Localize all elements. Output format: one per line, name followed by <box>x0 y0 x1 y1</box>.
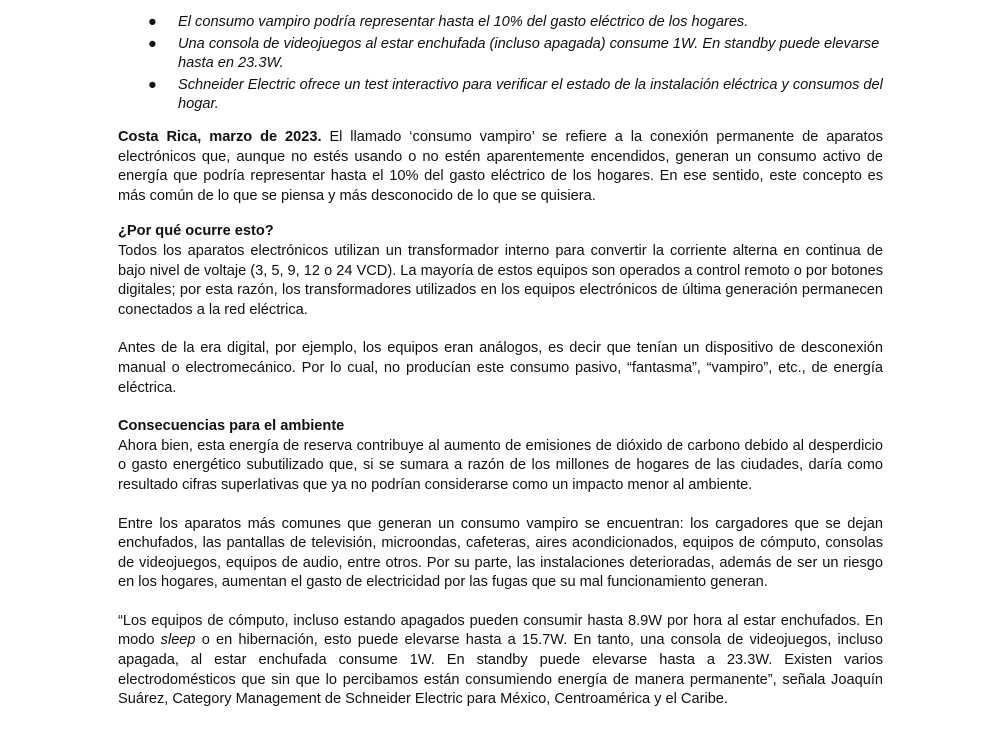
bullet-icon: ● <box>148 76 157 93</box>
dateline: Costa Rica, marzo de 2023. <box>118 129 322 145</box>
intro-text: El llamado ‘consumo vampiro’ se refiere a la conexión permanente de aparatos electrónicos que, aunque no estés usando o no estén aparentemente encendidos, generan un consumo activo de energía que podría representar hasta el 10% del gasto eléctrico de los hogares. En ese sentido, este concepto es más común de lo que se piensa y más desconocido de lo que se quisiera. <box>118 129 883 204</box>
quote-text: o en hibernación, esto puede elevarse hasta a 15.7W. En tanto, una consola de videojuegos, incluso apagada, al estar enchufada consume 1W. En standby puede elevarse hasta a 23.3W. Existen varios electrodomésticos que sin que lo percibamos están consumiendo energía de manera permanente”, señala Joaquín Suárez, Category Management de Schneider Electric para México, Centroamérica y el Caribe. <box>118 632 883 708</box>
quote-text: “Los equipos de cómputo, incluso estando apagados pueden consumir hasta 8.9W por hora al estar enchufados. En modo <box>118 612 883 649</box>
bullet-text: Schneider Electric ofrece un test interactivo para verificar el estado de la instalación eléctrica y consumos del hogar. <box>178 76 883 113</box>
intro-paragraph <box>118 128 883 206</box>
section-heading-why: ¿Por qué ocurre esto? <box>118 223 274 240</box>
list-item <box>148 76 886 115</box>
bullet-text: El consumo vampiro podría representar hasta el 10% del gasto eléctrico de los hogares. <box>178 14 749 30</box>
list-item <box>148 13 886 33</box>
paragraph: Antes de la era digital, por ejemplo, los equipos eran análogos, es decir que tenían un dispositivo de desconexión manual o electromecánico. Por lo cual, no producían este consumo pasivo, “fantasma”, “vampiro”, etc., de energía eléctrica. <box>118 340 883 396</box>
quote-paragraph <box>118 612 883 710</box>
paragraph: Todos los aparatos electrónicos utilizan un transformador interno para convertir la corriente alterna en continua de bajo nivel de voltaje (3, 5, 9, 12 o 24 VCD). La mayoría de estos equipos son operados a control remoto o por botones digitales; por esta razón, los transformadores utilizados en los equipos electrónicos de última generación permanecen conectados a la red eléctrica. <box>118 242 884 318</box>
article-body <box>118 128 883 710</box>
bullet-icon: ● <box>148 35 157 52</box>
bullet-icon: ● <box>148 14 157 30</box>
highlights-list <box>148 13 886 117</box>
list-item <box>148 35 886 74</box>
quote-emphasis: sleep <box>160 632 196 649</box>
bullet-text: Una consola de videojuegos al estar enchufada (incluso apagada) consume 1W. En standby puede elevarse hasta en 23.3W. <box>178 35 880 72</box>
section-heading-consequences: Consecuencias para el ambiente <box>118 418 345 435</box>
paragraph: Ahora bien, esta energía de reserva contribuye al aumento de emisiones de dióxido de carbono debido al desperdicio o gasto energético subutilizado que, si se sumara a razón de los millones de hogares de las ciudades, daría como resultado cifras superlativas que ya no podrían considerarse como un impacto menor al ambiente. <box>118 437 883 493</box>
paragraph: Entre los aparatos más comunes que generan un consumo vampiro se encuentran: los cargadores que se dejan enchufados, las pantallas de televisión, microondas, cafeteras, aires acondicionados, equipos de cómputo, consolas de videojuegos, equipos de audio, entre otros. Por su parte, las instalaciones deterioradas, además de ser un riesgo en los hogares, aumentan el gasto de electricidad por las fugas que su mal funcionamiento generan. <box>118 515 883 591</box>
